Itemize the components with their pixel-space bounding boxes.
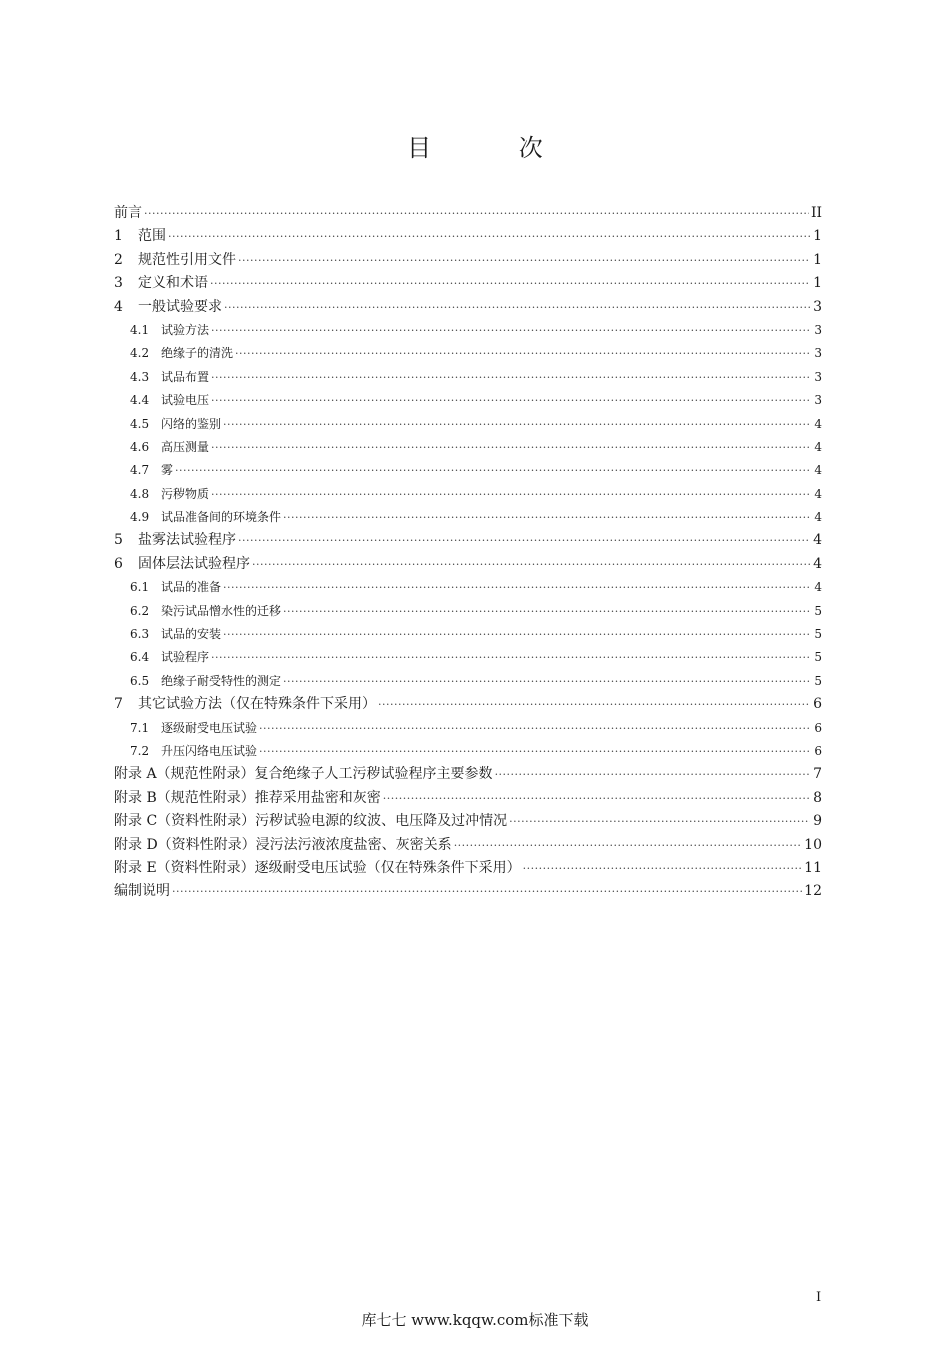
toc-entry[interactable] <box>114 342 822 365</box>
toc-dot-leader <box>211 366 810 389</box>
toc-entry-number: 4.8 <box>130 486 150 501</box>
toc-entry-label: 高压测量 <box>161 439 210 454</box>
toc-entry-page: 6 <box>814 743 822 758</box>
toc-entry-page: 1 <box>813 228 822 245</box>
toc-entry-page: 6 <box>813 696 822 713</box>
toc-entry-page: 4 <box>814 439 822 454</box>
toc-entry[interactable] <box>114 670 822 693</box>
toc-dot-leader <box>211 483 810 506</box>
toc-entry-label: 绝缘子的清洗 <box>161 346 234 361</box>
toc-dot-leader <box>283 670 810 693</box>
toc-entry-number: 6.5 <box>130 673 150 688</box>
toc-entry-label: 其它试验方法（仅在特殊条件下采用） <box>138 696 376 713</box>
toc-entry[interactable] <box>114 529 822 552</box>
toc-entry-page: 3 <box>814 322 822 337</box>
toc-entry-label: 附录 B（规范性附录）推荐采用盐密和灰密 <box>114 789 381 806</box>
toc-entry[interactable] <box>114 413 822 436</box>
toc-entry[interactable] <box>114 272 822 295</box>
toc-entry-label: 逐级耐受电压试验 <box>161 720 258 735</box>
toc-entry-label: 试品布置 <box>161 369 210 384</box>
footer-watermark: 库七七 www.kqqw.com标准下载 <box>361 1311 589 1329</box>
toc-entry-page: 3 <box>814 393 822 408</box>
toc-entry[interactable] <box>114 600 822 623</box>
toc-entry-label: 编制说明 <box>114 883 170 900</box>
toc-entry-label: 试品的安装 <box>161 627 222 642</box>
toc-entry-number: 6.1 <box>130 580 150 595</box>
toc-dot-leader <box>223 413 810 436</box>
toc-entry-page: 5 <box>814 603 822 618</box>
toc-entry[interactable] <box>114 202 822 225</box>
toc-entry-label: 固体层法试验程序 <box>138 555 250 572</box>
toc-dot-leader <box>144 202 809 225</box>
toc-entry-number: 4.4 <box>130 393 150 408</box>
toc-entry-label: 盐雾法试验程序 <box>138 532 236 549</box>
table-of-contents <box>114 202 822 904</box>
toc-dot-leader <box>235 342 810 365</box>
toc-entry-label: 附录 C（资料性附录）污秽试验电源的纹波、电压降及过冲情况 <box>114 813 508 830</box>
toc-entry[interactable] <box>114 319 822 342</box>
toc-entry-number: 4.3 <box>130 369 150 384</box>
toc-dot-leader <box>378 693 810 716</box>
toc-entry-number: 6 <box>114 555 123 572</box>
toc-entry-label: 绝缘子耐受特性的测定 <box>161 673 282 688</box>
toc-entry-number: 6.2 <box>130 603 150 618</box>
toc-entry-label: 定义和术语 <box>138 275 208 292</box>
toc-entry-page: 5 <box>814 673 822 688</box>
toc-entry[interactable] <box>114 389 822 412</box>
toc-entry-label: 附录 A（规范性附录）复合绝缘子人工污秽试验程序主要参数 <box>114 766 493 783</box>
toc-entry-page: 1 <box>813 251 822 268</box>
toc-entry-number: 2 <box>114 251 123 268</box>
toc-entry-page: 4 <box>814 416 822 431</box>
toc-dot-leader <box>175 459 810 482</box>
toc-entry-page: 3 <box>814 346 822 361</box>
toc-entry[interactable] <box>114 740 822 763</box>
toc-dot-leader <box>211 389 810 412</box>
toc-entry-label: 试验方法 <box>161 322 210 337</box>
page-number: I <box>816 1290 822 1305</box>
toc-entry-page: 11 <box>804 859 822 876</box>
toc-entry-page: 4 <box>814 510 822 525</box>
toc-entry-label: 试品准备间的环境条件 <box>161 510 282 525</box>
toc-entry-label: 污秽物质 <box>161 486 210 501</box>
toc-entry-number: 4.7 <box>130 463 150 478</box>
toc-entry[interactable] <box>114 576 822 599</box>
toc-dot-leader <box>210 272 810 295</box>
toc-entry[interactable] <box>114 787 822 810</box>
toc-entry-page: 4 <box>814 486 822 501</box>
toc-entry-number: 5 <box>114 532 123 549</box>
toc-dot-leader <box>168 225 810 248</box>
toc-entry[interactable] <box>114 623 822 646</box>
toc-entry[interactable] <box>114 693 822 716</box>
toc-entry-page: 4 <box>813 555 822 572</box>
toc-entry-page: 4 <box>814 463 822 478</box>
toc-entry-page: 10 <box>804 836 822 853</box>
toc-dot-leader <box>172 880 802 903</box>
toc-entry-number: 7.2 <box>130 743 150 758</box>
toc-entry[interactable] <box>114 366 822 389</box>
toc-entry[interactable] <box>114 225 822 248</box>
toc-dot-leader <box>283 506 810 529</box>
toc-entry-number: 6.4 <box>130 650 150 665</box>
toc-entry-page: 6 <box>814 720 822 735</box>
toc-dot-leader <box>383 787 810 810</box>
toc-entry-page: 8 <box>813 789 822 806</box>
toc-dot-leader <box>252 553 810 576</box>
toc-entry-number: 4.2 <box>130 346 150 361</box>
toc-entry[interactable] <box>114 506 822 529</box>
toc-entry-label: 附录 E（资料性附录）逐级耐受电压试验（仅在特殊条件下采用） <box>114 859 521 876</box>
toc-entry-label: 雾 <box>161 463 174 478</box>
toc-entry-page: 5 <box>814 650 822 665</box>
toc-entry-page: 1 <box>813 275 822 292</box>
toc-entry[interactable] <box>114 857 822 880</box>
toc-entry-page: 5 <box>814 627 822 642</box>
toc-entry[interactable] <box>114 810 822 833</box>
toc-entry-label: 闪络的鉴别 <box>161 416 222 431</box>
toc-entry-label: 前言 <box>114 205 142 221</box>
toc-entry-page: 4 <box>813 532 822 549</box>
toc-entry-label: 一般试验要求 <box>138 298 222 315</box>
toc-dot-leader <box>454 834 802 857</box>
toc-dot-leader <box>283 600 810 623</box>
toc-entry-number: 4.5 <box>130 416 150 431</box>
toc-entry-label: 升压闪络电压试验 <box>161 743 258 758</box>
toc-entry-label: 试验电压 <box>161 393 210 408</box>
toc-entry-label: 试验程序 <box>161 650 210 665</box>
toc-entry[interactable] <box>114 646 822 669</box>
toc-dot-leader <box>238 249 810 272</box>
toc-entry[interactable] <box>114 483 822 506</box>
toc-entry-page: II <box>810 205 822 221</box>
toc-entry-number: 4 <box>114 298 123 315</box>
toc-dot-leader <box>259 717 810 740</box>
toc-entry[interactable] <box>114 436 822 459</box>
toc-entry-label: 染污试品憎水性的迁移 <box>161 603 282 618</box>
toc-entry-page: 12 <box>804 883 822 900</box>
toc-entry-number: 3 <box>114 275 123 292</box>
toc-dot-leader <box>223 576 810 599</box>
toc-entry-label: 范围 <box>138 228 166 245</box>
toc-entry-page: 9 <box>813 813 822 830</box>
toc-entry-label: 规范性引用文件 <box>138 251 236 268</box>
toc-entry-label: 试品的准备 <box>161 580 222 595</box>
toc-entry-number: 4.1 <box>130 322 150 337</box>
toc-entry[interactable] <box>114 880 822 903</box>
toc-entry[interactable] <box>114 249 822 272</box>
toc-entry-page: 3 <box>814 369 822 384</box>
toc-entry-number: 7 <box>114 696 123 713</box>
toc-entry[interactable] <box>114 834 822 857</box>
toc-entry[interactable] <box>114 553 822 576</box>
toc-dot-leader <box>223 623 810 646</box>
toc-entry[interactable] <box>114 763 822 786</box>
toc-entry-page: 3 <box>813 298 822 315</box>
toc-dot-leader <box>211 319 810 342</box>
toc-dot-leader <box>259 740 810 763</box>
toc-dot-leader <box>238 529 810 552</box>
toc-dot-leader <box>523 857 803 880</box>
toc-dot-leader <box>211 436 810 459</box>
toc-dot-leader <box>224 296 810 319</box>
toc-dot-leader <box>495 763 810 786</box>
toc-entry-number: 1 <box>114 228 123 245</box>
toc-entry[interactable] <box>114 717 822 740</box>
toc-entry-label: 附录 D（资料性附录）浸污法污液浓度盐密、灰密关系 <box>114 836 452 853</box>
toc-entry-number: 4.9 <box>130 510 150 525</box>
toc-entry[interactable] <box>114 459 822 482</box>
toc-entry[interactable] <box>114 296 822 319</box>
toc-dot-leader <box>211 646 810 669</box>
toc-entry-page: 7 <box>813 766 822 783</box>
page-title: 目 次 <box>407 134 583 162</box>
toc-entry-number: 4.6 <box>130 439 150 454</box>
toc-entry-number: 6.3 <box>130 627 150 642</box>
toc-entry-number: 7.1 <box>130 720 150 735</box>
toc-dot-leader <box>509 810 810 833</box>
toc-entry-page: 4 <box>814 580 822 595</box>
